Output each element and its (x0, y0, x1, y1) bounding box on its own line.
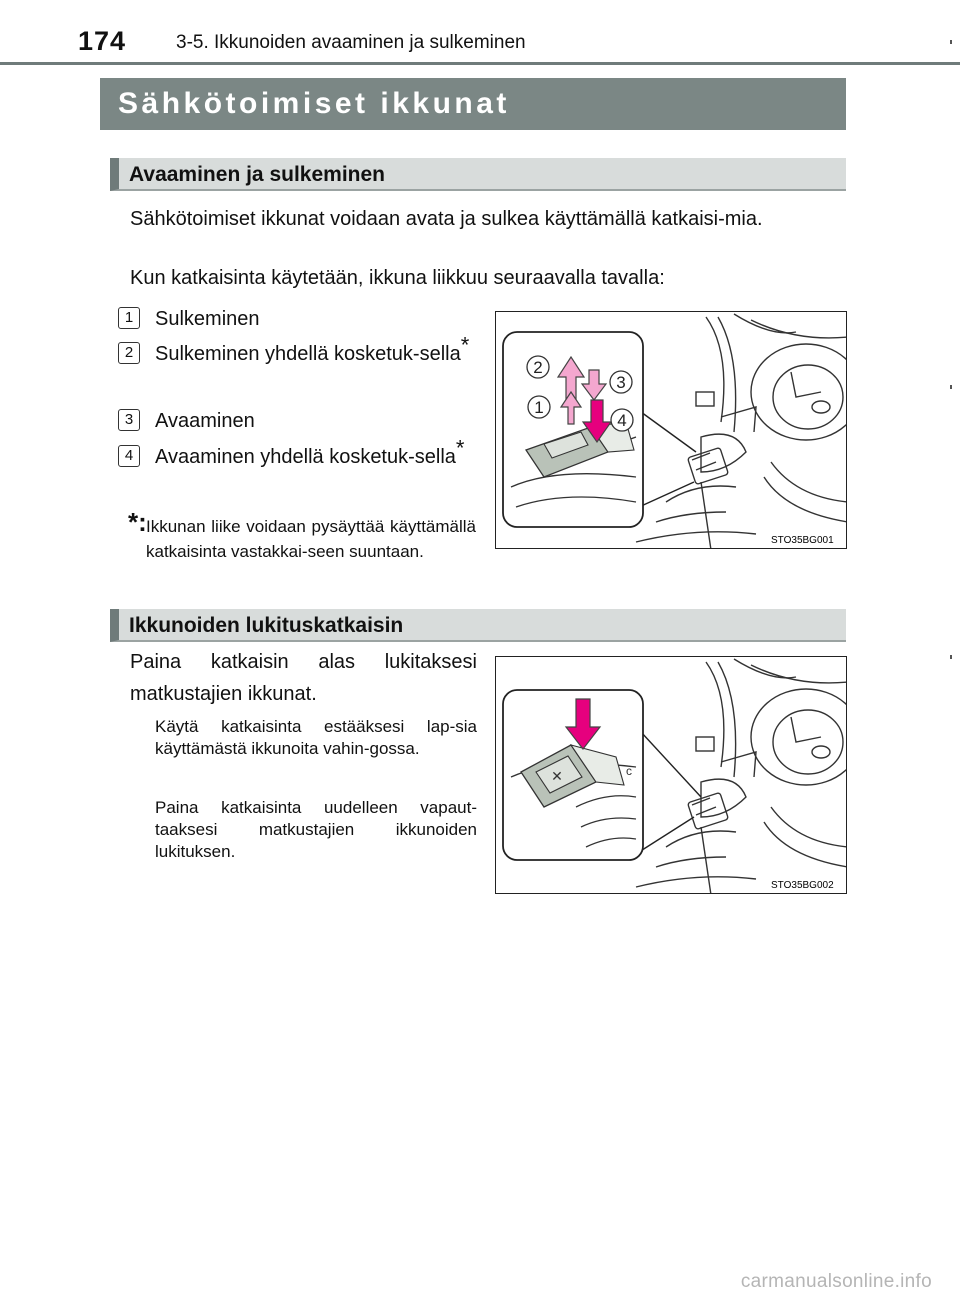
page-title: Sähkötoimiset ikkunat (118, 87, 510, 120)
edge-tick (950, 40, 952, 44)
list-item-text: Sulkeminen yhdellä kosketuk-sella (155, 343, 461, 365)
figure-lock-switch (495, 656, 847, 894)
figure-window-switch (495, 311, 847, 549)
note-1: Käytä katkaisinta estääksesi lap-sia käyttämästä ikkunoita vahin-gossa. (155, 717, 477, 758)
callout-3: 3 (616, 373, 626, 392)
section-heading-banner (110, 158, 846, 191)
intro-paragraph: Sähkötoimiset ikkunat voidaan avata ja sulkea käyttämällä katkaisi-mia. (130, 208, 763, 230)
list-item-1 (155, 303, 475, 335)
list-item-4 (155, 435, 475, 473)
list-item-text: Avaaminen (155, 410, 255, 432)
figure-illustration (496, 657, 847, 894)
header-divider (0, 62, 960, 65)
page-title-banner (100, 78, 846, 130)
lead-paragraph: Kun katkaisinta käytetään, ikkuna liikkuu seuraavalla tavalla: (130, 267, 665, 289)
footnote-mark: *: (128, 507, 147, 537)
list-item-2 (155, 332, 475, 370)
asterisk: * (455, 435, 465, 461)
watermark: carmanualsonline.info (740, 1271, 932, 1292)
list-item-3 (155, 405, 475, 437)
footnote-text: Ikkunan liike voidaan pysäyttää käyttämällä katkaisinta vastakkai-seen suuntaan. (146, 517, 476, 561)
section-heading-banner (110, 609, 846, 642)
figure-code: STO35BG002 (771, 880, 834, 891)
list-number-2: 2 (118, 342, 140, 364)
list-number-1: 1 (118, 307, 140, 329)
edge-tick (950, 655, 952, 659)
callout-1: 1 (534, 398, 544, 417)
list-number-3: 3 (118, 409, 140, 431)
figure-code: STO35BG001 (771, 535, 834, 546)
section-header: 3-5. Ikkunoiden avaaminen ja sulkeminen (176, 32, 526, 53)
figure-illustration (496, 312, 847, 549)
svg-text:c: c (626, 764, 632, 778)
callout-2: 2 (533, 358, 543, 377)
edge-tick (950, 385, 952, 389)
list-item-text: Sulkeminen (155, 308, 260, 330)
page-number: 174 (78, 26, 127, 56)
note-2: Paina katkaisinta uudelleen vapaut-taaksesi matkustajien ikkunoiden lukituksen. (155, 798, 477, 861)
asterisk: * (460, 332, 470, 358)
section-heading: Ikkunoiden lukituskatkaisin (129, 614, 404, 637)
list-item-text: Avaaminen yhdellä kosketuk-sella (155, 446, 456, 468)
lock-paragraph: Paina katkaisin alas lukitaksesi matkustajien ikkunat. (130, 651, 477, 705)
callout-4: 4 (617, 411, 627, 430)
section-heading: Avaaminen ja sulkeminen (129, 163, 385, 186)
list-number-4: 4 (118, 445, 140, 467)
svg-text:✕: ✕ (551, 769, 563, 785)
